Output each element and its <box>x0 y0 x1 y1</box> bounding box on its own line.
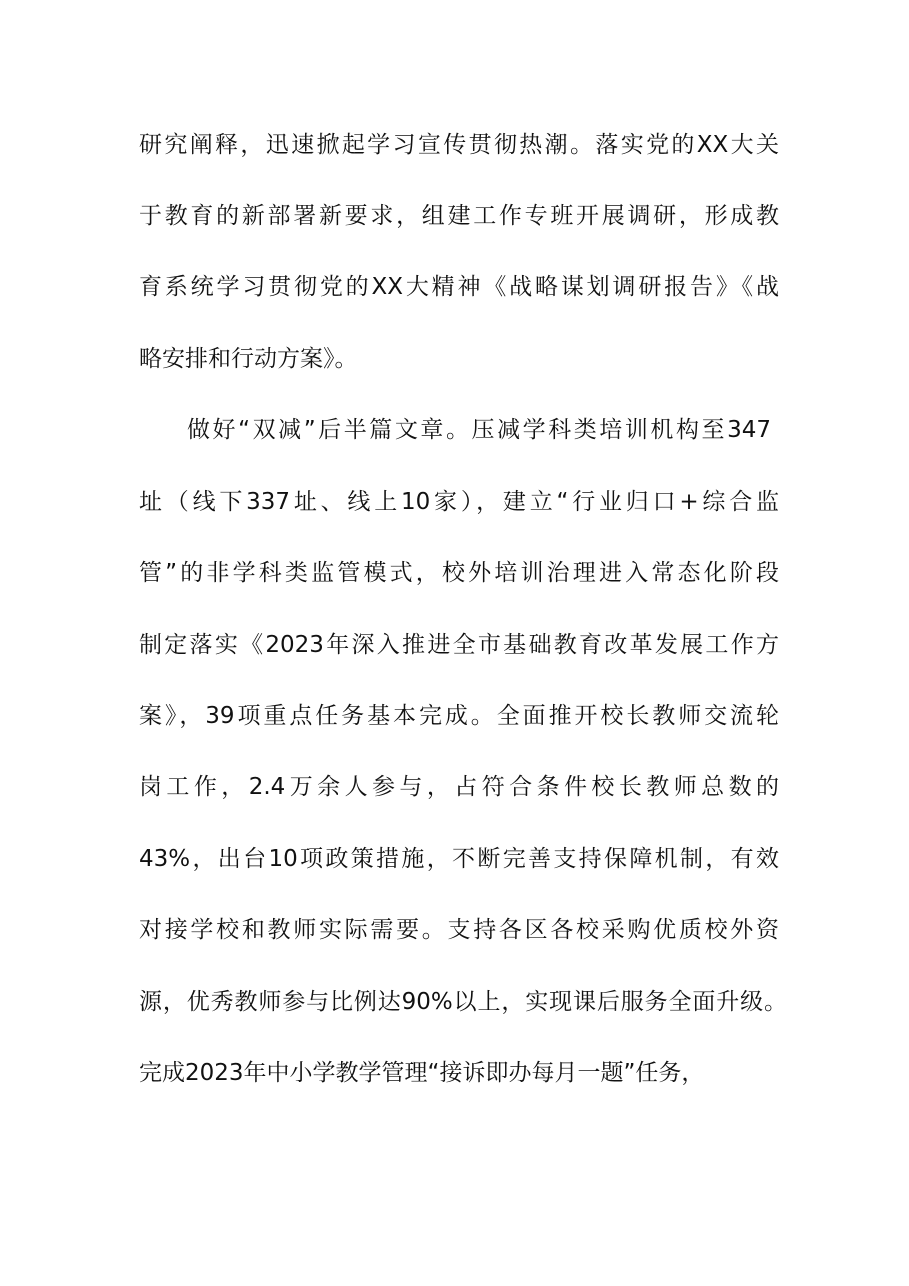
paragraph-line: 对接学校和教师实际需要。支持各区各校采购优质校外资 <box>139 917 779 943</box>
paragraph-line: 案》，39项重点任务基本完成。全面推开校长教师交流轮 <box>139 703 779 729</box>
paragraph-line: 43%，出台10项政策措施，不断完善支持保障机制，有效 <box>139 846 779 872</box>
paragraph-line: 源，优秀教师参与比例达90%以上，实现课后服务全面升级。 <box>139 989 787 1015</box>
paragraph-line: 制定落实《2023年深入推进全市基础教育改革发展工作方 <box>139 632 779 658</box>
paragraph-line: 管”的非学科类监管模式，校外培训治理进入常态化阶段 <box>139 560 779 586</box>
paragraph-line: 略安排和行动方案》。 <box>139 346 358 372</box>
paragraph-line: 做好“双减”后半篇文章。压减学科类培训机构至347 <box>187 417 771 443</box>
paragraph-line: 完成2023年中小学教学管理“接诉即办每月一题”任务， <box>139 1060 705 1086</box>
paragraph-line: 研究阐释，迅速掀起学习宣传贯彻热潮。落实党的XX大关 <box>139 132 779 158</box>
paragraph-line: 于教育的新部署新要求，组建工作专班开展调研，形成教 <box>139 203 779 229</box>
paragraph-line: 址（线下337址、线上10家），建立“行业归口+综合监 <box>139 489 779 515</box>
paragraph-line: 岗工作，2.4万余人参与，占符合条件校长教师总数的 <box>139 774 779 800</box>
paragraph-line: 育系统学习贯彻党的XX大精神《战略谋划调研报告》《战 <box>139 274 779 300</box>
